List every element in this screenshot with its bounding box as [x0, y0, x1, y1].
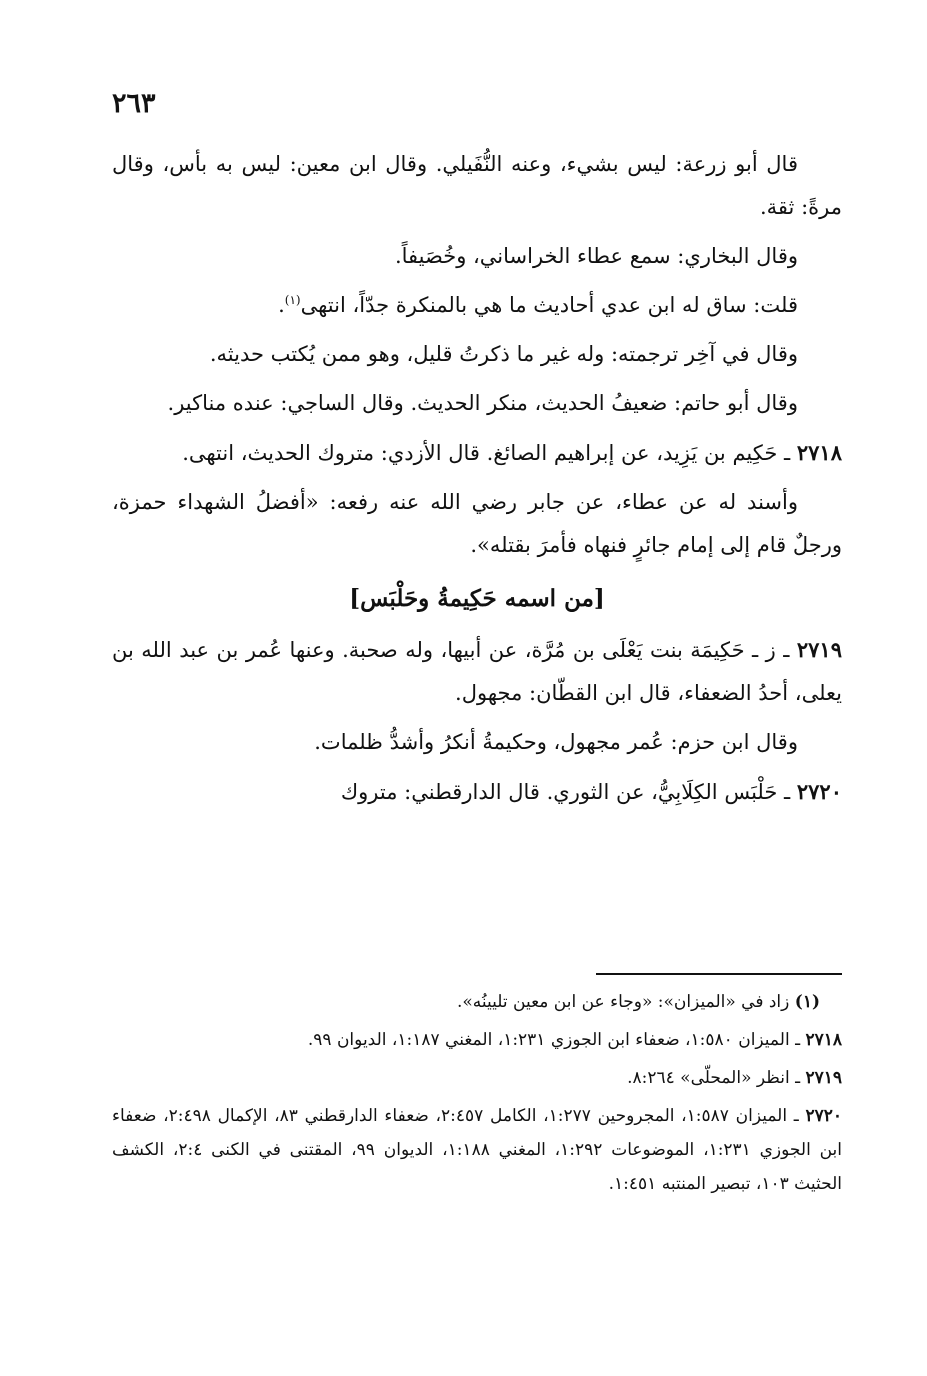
- footnote-number: ٢٧٢٠: [805, 1106, 842, 1126]
- entry-text: ـ حَكِيم بن يَزِيد، عن إبراهيم الصائغ. قال الأزدي: متروك الحديث، انتهى.: [182, 441, 791, 465]
- entry-2719: [112, 628, 842, 715]
- paragraph-qultu-text: قلت: ساق له ابن عدي أحاديث ما هي بالمنكرة جدّاً، انتهى: [300, 293, 798, 317]
- footnote-2720: [112, 1099, 842, 1201]
- paragraph-qultu-end: .: [278, 293, 285, 317]
- footnote-divider: [596, 973, 842, 975]
- section-header: [من اسمه حَكِيمةُ وحَلْبَس]: [349, 585, 605, 612]
- paragraph-bukhari: وقال البخاري: سمع عطاء الخراساني، وخُصَيفاً.: [394, 244, 798, 268]
- entry-2718: [112, 431, 842, 475]
- entry-2718-paragraph: وأسند له عن عطاء، عن جابر رضي الله عنه رفعه: «أفضلُ الشهداء حمزة، ورجلٌ قام إلى إمام جائرٍ فنهاه فأمرَ بقتله».: [112, 490, 842, 557]
- entry-number: ٢٧١٨: [796, 440, 842, 465]
- footnote-marker: (١): [794, 992, 820, 1012]
- footnote-2719: [112, 1061, 842, 1095]
- footnote-number: ٢٧١٨: [805, 1030, 842, 1050]
- footnote-marker: (١): [284, 293, 301, 307]
- paragraph-akhir-tarjama: وقال في آخِر ترجمته: وله غير ما ذكرتُ قليل، وهو ممن يُكتب حديثه.: [209, 342, 798, 366]
- footnotes: [112, 985, 842, 1205]
- entry-2719-paragraph: وقال ابن حزم: عُمر مجهول، وحكيمةُ أنكرُ وأشدُّ ظلمات.: [314, 730, 798, 754]
- entry-number: ٢٧٢٠: [796, 779, 842, 804]
- paragraph-abu-hatim: وقال أبو حاتم: ضعيفُ الحديث، منكر الحديث. وقال الساجي: عنده مناكير.: [167, 391, 798, 415]
- footnote-text: ـ الميزان ١:٥٨٧، المجروحين ١:٢٧٧، الكامل ٢:٤٥٧، ضعفاء الدارقطني ٨٣، الإكمال ٢:٤٩٨، ضعفاء ابن الجوزي ١:٢٣١، الموضوعات ١:٢٩٢، المغني ١:١٨٨، الديوان ٩٩، المقتنى في الكنى ٢:٤، الكشف الحثيث ١٠٣، تبصير المنتبه ١:٤٥١.: [112, 1106, 842, 1194]
- entry-number: ٢٧١٩: [796, 637, 842, 662]
- page-number: ٢٦٣: [112, 88, 156, 119]
- paragraph-abu-zura: قال أبو زرعة: ليس بشيء، وعنه النُّفَيلي. وقال ابن معين: ليس به بأس، وقال مرةً: ثقة.: [112, 152, 842, 219]
- paragraph-qultu: [112, 284, 842, 327]
- entry-text: ـ ز ـ حَكِيمَة بنت يَعْلَى بن مُرَّة، عن أبيها، وله صحبة. وعنها عُمر بن عبد الله بن يعلى، أحدُ الضعفاء، قال ابن القطّان: مجهول.: [112, 638, 842, 705]
- main-text: [112, 143, 842, 820]
- entry-2720: [112, 770, 842, 814]
- entry-text: ـ حَلْبَس الكِلَابِيُّ، عن الثوري. قال الدارقطني: متروك: [340, 780, 791, 804]
- footnote-text: ـ الميزان ١:٥٨٠، ضعفاء ابن الجوزي ١:٢٣١، المغني ١:١٨٧، الديوان ٩٩.: [307, 1030, 801, 1050]
- footnote-number: ٢٧١٩: [805, 1068, 842, 1088]
- footnote-2718: [112, 1023, 842, 1057]
- footnote-text: زاد في «الميزان»: «وجاء عن ابن معين تليينُه».: [456, 992, 790, 1012]
- footnote-text: ـ انظر «المحلّى» ٨:٢٦٤.: [627, 1068, 801, 1088]
- footnote-1: [112, 985, 842, 1019]
